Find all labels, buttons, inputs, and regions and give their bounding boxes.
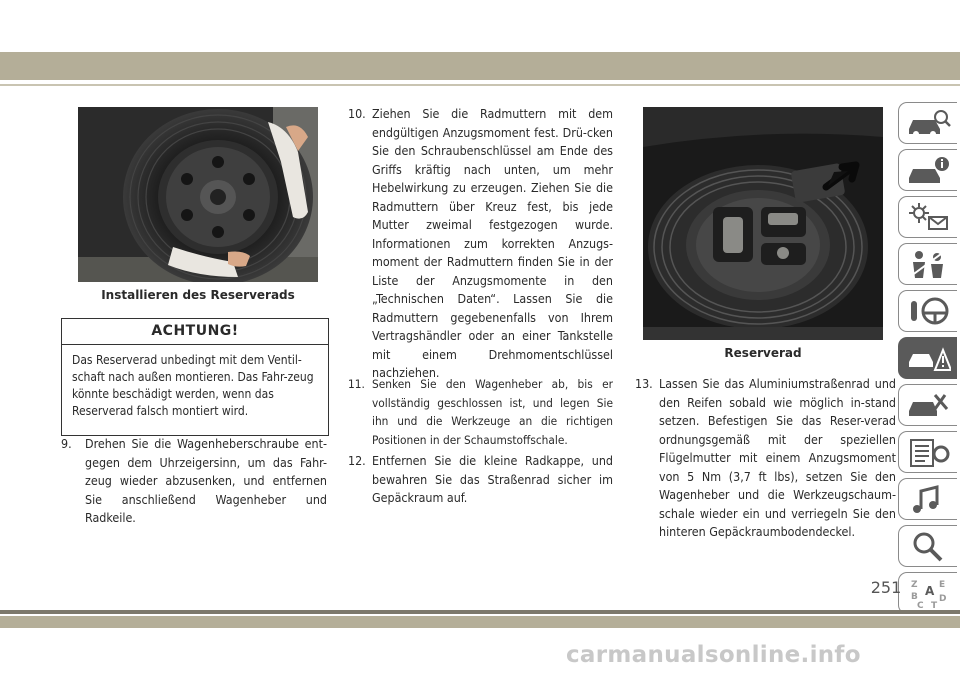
step-9: [61, 435, 327, 528]
chapter-tab-car-info[interactable]: [898, 102, 957, 144]
index-icon: [905, 577, 951, 609]
index-letter: T: [931, 601, 938, 609]
chapter-tab-search[interactable]: [898, 525, 957, 567]
chapter-tab-specifications[interactable]: [898, 431, 957, 473]
search-icon: [905, 530, 951, 562]
chapter-tab-emergency[interactable]: [898, 337, 957, 379]
footer-band: [0, 616, 960, 628]
dashboard-info-icon: [905, 154, 951, 186]
index-letter: E: [939, 580, 946, 590]
step-text: Lassen Sie das Aluminiumstraßenrad und den Reifen sobald wie möglich in-stand setzen. Befestigen Sie das Reser-verad ordnungsgemäß mit der speziellen Flügelmutter mit einem Anzugsmoment von 5 Nm (3,7 ft lbs), setzen Sie den Wagenheber und die Werkzeugschaum-schale wieder ein und verriegeln Sie den hinteren Gepäckraumbodendeckel.: [659, 376, 896, 539]
footer-rule: [0, 610, 960, 614]
warning-title: ACHTUNG!: [62, 319, 328, 345]
step-13: [635, 375, 896, 542]
step-10: [348, 105, 613, 383]
step-number: 13.: [635, 376, 653, 391]
chapter-tab-safety[interactable]: [898, 243, 957, 285]
step-text: Entfernen Sie die kleine Radkappe, und bewahren Sie das Straßenrad sicher im Gepäckraum auf.: [372, 453, 613, 505]
header-band: [0, 52, 960, 80]
watermark: carmanualsonline.info: [566, 642, 861, 668]
step-number: 12.: [348, 453, 366, 468]
index-letter: C: [917, 601, 924, 609]
chapter-tab-warning-lights[interactable]: [898, 196, 957, 238]
index-letter: A: [925, 584, 935, 598]
page-number: 251: [870, 578, 902, 597]
photo-spare-wheel-well: [643, 107, 883, 340]
step-text: Senken Sie den Wagenheber ab, bis er vollständig geschlossen ist, und legen Sie ihn und die Werkzeuge an die richtigen Positionen in der Schaumstoffschale.: [372, 377, 613, 447]
chapter-tab-dashboard[interactable]: [898, 149, 957, 191]
safety-icon: [905, 248, 951, 280]
multimedia-icon: [905, 483, 951, 515]
step-number: 11.: [348, 377, 365, 391]
chapter-tab-starting-driving[interactable]: [898, 290, 957, 332]
chapter-sidebar: [898, 102, 960, 619]
index-letter: D: [939, 594, 947, 604]
step-number: 9.: [61, 436, 72, 451]
warning-box: [61, 318, 329, 436]
emergency-icon: [905, 342, 951, 374]
service-icon: [905, 389, 951, 421]
photo-installing-spare-wheel: [78, 107, 318, 282]
specifications-icon: [905, 436, 951, 468]
step-12: [348, 452, 613, 508]
step-11: [348, 375, 613, 449]
index-letter: Z: [911, 580, 918, 590]
chapter-tab-service[interactable]: [898, 384, 957, 426]
chapter-tab-multimedia[interactable]: [898, 478, 957, 520]
warning-lights-icon: [905, 201, 951, 233]
index-letter: B: [911, 592, 918, 602]
starting-driving-icon: [905, 295, 951, 327]
step-number: 10.: [348, 106, 366, 121]
warning-text: Das Reserverad unbedingt mit dem Ventil-schaft nach außen montieren. Das Fahr-zeug könnte beschädigt werden, wenn das Reserverad falsch montiert wird.: [72, 353, 314, 418]
header-rule: [0, 84, 960, 86]
step-text: Ziehen Sie die Radmuttern mit dem endgültigen Anzugsmoment fest. Drü-cken Sie den Schraubenschlüssel am Ende des Griffs kräftig nach unten, um mehr Hebelwirkung zu erzeugen. Ziehen Sie die Radmuttern über Kreuz fest, bis jede Mutter zweimal festgezogen wurde. Informationen zum korrekten Anzugs-moment der Radmuttern finden Sie in der Liste der Anzugsmomente in den „Technischen Daten“. Lassen Sie die Radmuttern gegebenenfalls von Ihrem Vertragshändler oder an einer Tankstelle mit einem Drehmomentschlüssel nachziehen.: [372, 106, 613, 380]
step-text: Drehen Sie die Wagenheberschraube ent-gegen dem Uhrzeigersinn, um das Fahr-zeug wieder abzusenken, und entfernen Sie anschließend Wagenheber und Radkeile.: [85, 436, 327, 525]
figure-caption-right: Reserverad: [724, 346, 802, 360]
figure-caption-left: Installieren des Reserverads: [101, 288, 295, 302]
chapter-tab-index[interactable]: [898, 572, 957, 614]
car-info-icon: [905, 107, 951, 139]
